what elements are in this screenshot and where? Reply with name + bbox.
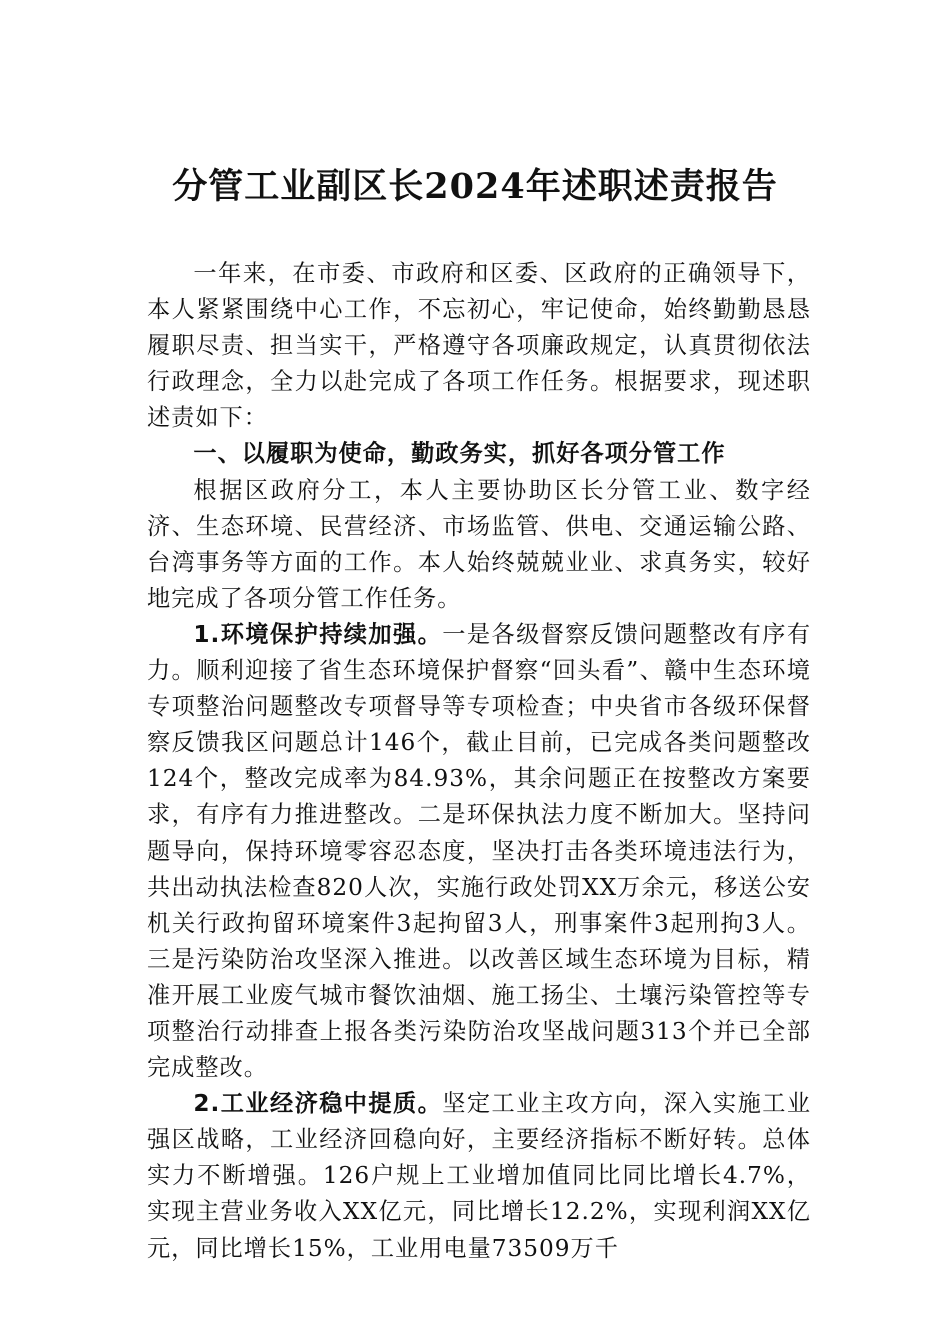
intro-paragraph: 一年来，在市委、市政府和区委、区政府的正确领导下，本人紧紧围绕中心工作，不忘初心，牢记使命，始终勤勤恳恳履职尽责、担当实干，严格遵守各项廉政规定，认真贯彻依法行政理念，全力以赴完成了各项工作任务。根据要求，现述职述责如下：: [147, 260, 811, 432]
item-text-2: 坚定工业主攻方向，深入实施工业强区战略，工业经济回稳向好，主要经济指标不断好转。总体实力不断增强。126户规上工业增加值同比同比增长4.7%，实现主营业务收入XX亿元，同比增长12.2%，实现利润XX亿元，同比增长15%，工业用电量73509万千: [147, 1090, 812, 1262]
document-title: 分管工业副区长2024年述职述责报告: [172, 166, 778, 207]
section-paragraph: 根据区政府分工，本人主要协助区长分管工业、数字经济、生态环境、民营经济、市场监管、供电、交通运输公路、台湾事务等方面的工作。本人始终兢兢业业、求真务实，较好地完成了各项分管工作任务。: [147, 476, 811, 612]
section-heading: 一、以履职为使命，勤政务实，抓好各项分管工作: [193, 440, 726, 468]
item-lead-1: 1.环境保护持续加强。: [193, 620, 443, 648]
item-text-1: 一是各级督察反馈问题整改有序有力。顺利迎接了省生态环境保护督察“回头看”、赣中生态环境专项整治问题整改专项督导等专项检查；中央省市各级环保督察反馈我区问题总计146个，截止目前，已完成各类问题整改124个，整改完成率为84.93%，其余问题正在按整改方案要求，有序有力推进整改。二是环保执法力度不断加大。坚持问题导向，保持环境零容忍态度，坚决打击各类环境违法行为，共出动执法检查820人次，实施行政处罚XX万余元，移送公安机关行政拘留环境案件3起拘留3人，刑事案件3起刑拘3人。三是污染防治攻坚深入推进。以改善区域生态环境为目标，精准开展工业废气城市餐饮油烟、施工扬尘、土壤污染管控等专项整治行动排查上报各类污染防治攻坚战问题313个并已全部完成整改。: [147, 620, 812, 1082]
item-lead-2: 2.工业经济稳中提质。: [193, 1090, 443, 1118]
document-body: [147, 256, 811, 1267]
item-paragraph-1: [147, 617, 811, 1086]
item-paragraph-2: [147, 1086, 811, 1266]
